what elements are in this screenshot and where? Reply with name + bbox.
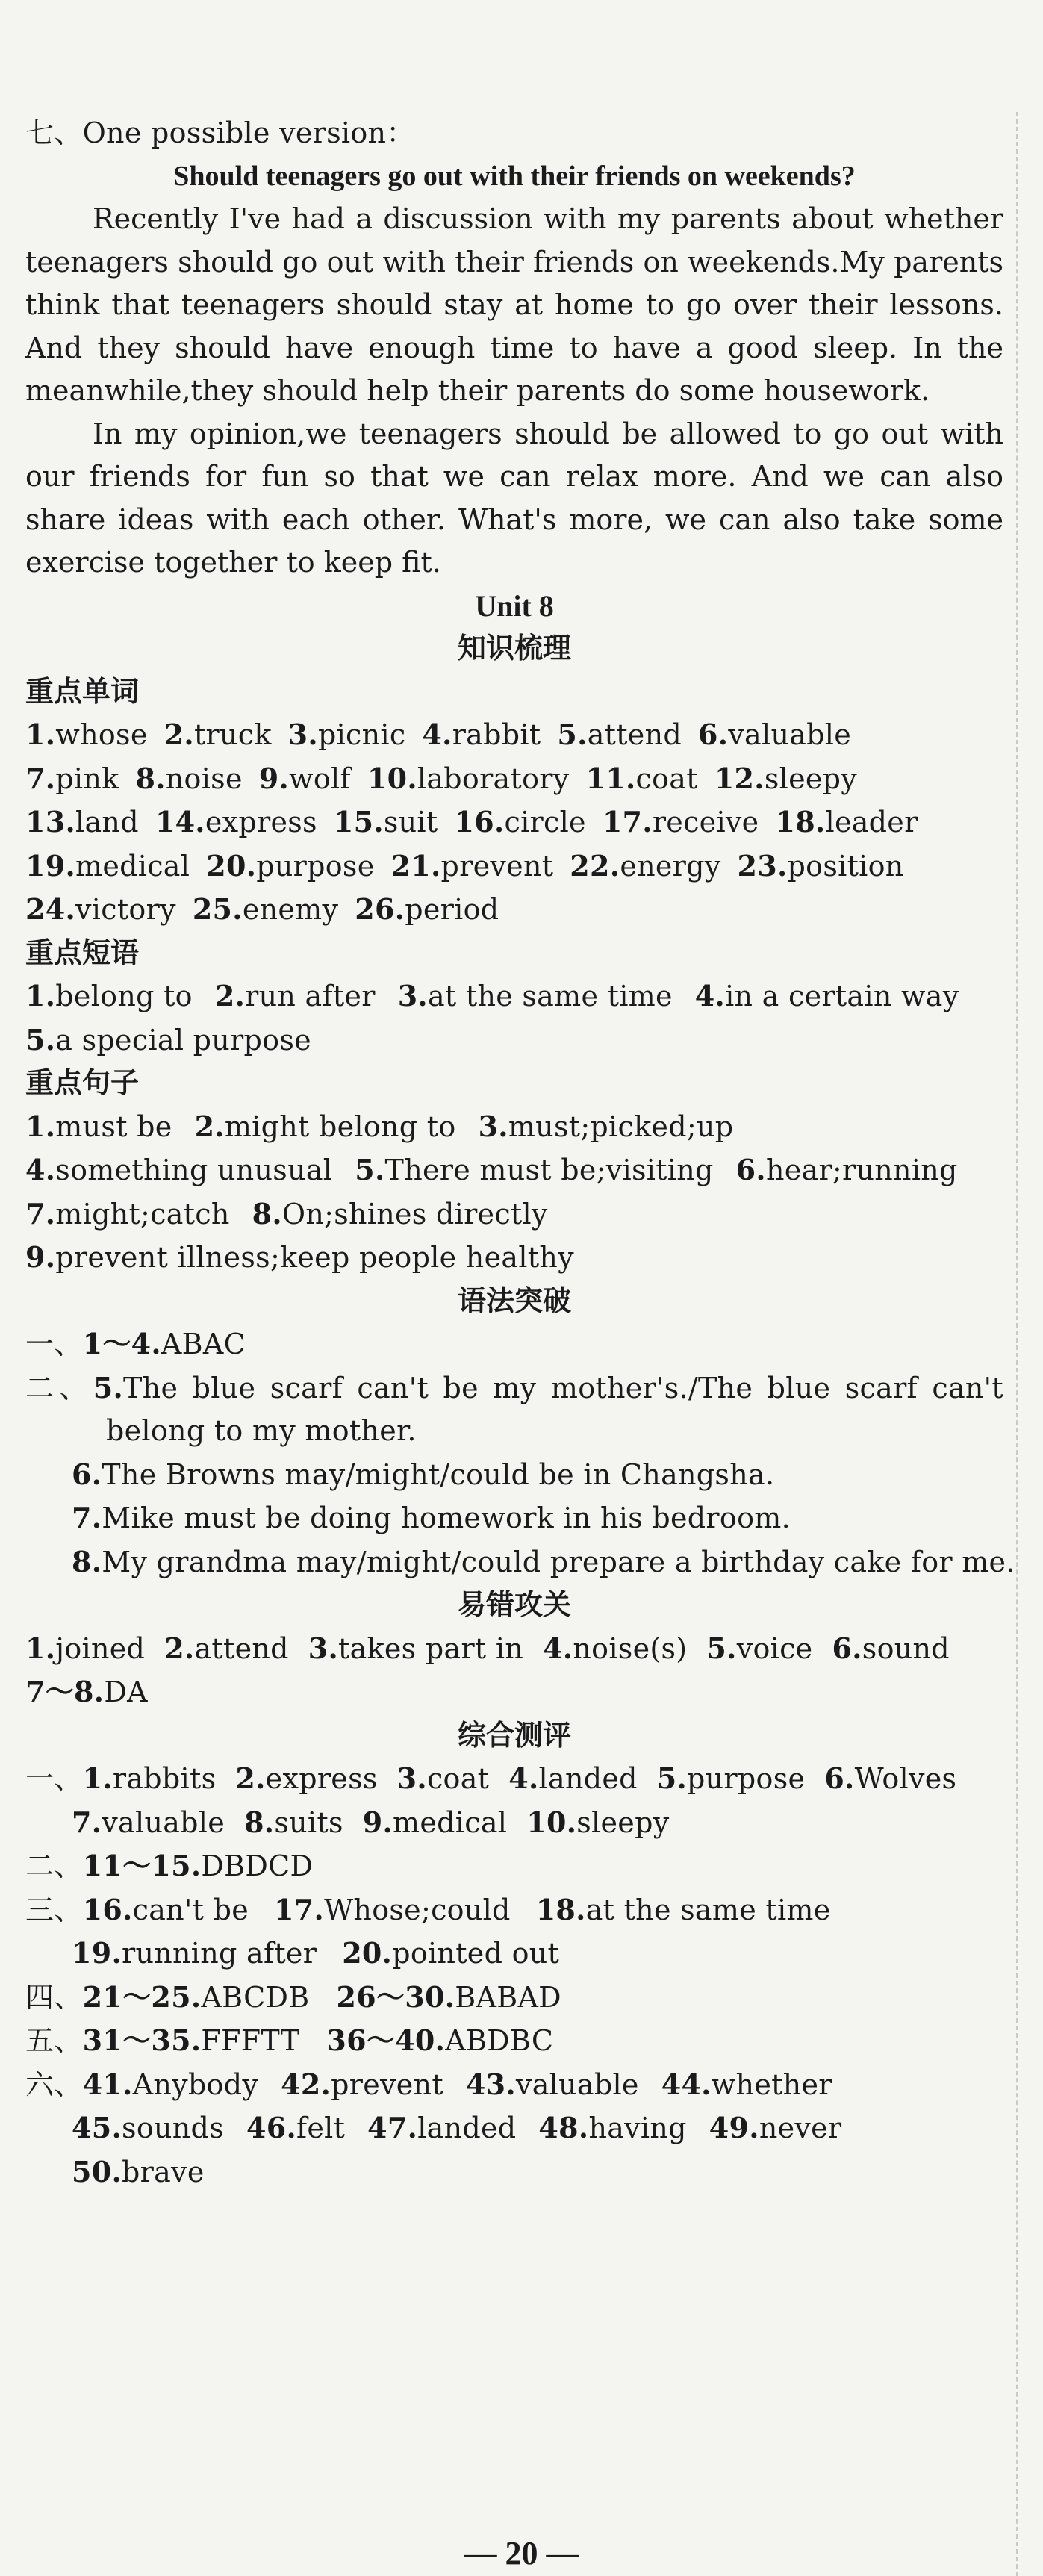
sentence-item [355,1154,713,1186]
sentence-row [25,1105,1003,1149]
word-item [391,850,554,883]
word-item-text: pink [55,762,119,795]
word-item-number: 23. [737,848,788,883]
word-item-number: 7. [25,761,56,795]
error-item-text: takes part in [338,1631,524,1665]
word-item-number: 21. [390,848,441,883]
sentence-row [25,1148,1003,1192]
sentence-item-number: 7. [25,1196,56,1231]
test-4-number-b: 26～30. [336,1979,455,2014]
error-item [25,1632,145,1665]
word-item-number: 17. [602,805,653,839]
test-1-item [244,1806,343,1839]
word-item-text: receive [652,806,759,839]
word-item [775,806,918,839]
phrase-item-text: at the same time [427,980,673,1012]
unit-title: Unit 8 [475,588,554,623]
sentence-item-number: 1. [25,1109,56,1143]
sentence-item-number: 9. [25,1240,56,1274]
test-6-item-text: Anybody [132,2068,259,2101]
word-row [25,713,1003,757]
word-item-text: laboratory [417,762,570,795]
test-3-item [72,1937,317,1970]
word-item-number: 6. [697,718,729,751]
error-item-number: 2. [164,1631,195,1665]
test-3-item-text: running after [122,1937,317,1970]
word-item-text: prevent [440,849,554,883]
test-1-item [72,1806,225,1839]
phrase-row [25,1018,1003,1063]
test-part-6 [25,2063,1003,2194]
test-6-item-number: 47. [367,2111,418,2144]
test-4-answer-b: BABAD [455,1980,561,2014]
test-4-number-a: 21～25. [82,1979,202,2014]
grammar-1-label: 一、 [25,1328,83,1360]
sentence-item [479,1110,734,1143]
errors-line-2 [25,1670,1003,1714]
test-3-item-number: 19. [72,1936,122,1970]
test-6-item-number: 46. [246,2111,296,2144]
word-item-text: purpose [256,849,375,883]
test-1-item-text: purpose [687,1762,806,1795]
word-item [714,762,857,795]
word-item [135,762,242,795]
word-item [193,893,338,926]
test-6-row [25,2063,1003,2107]
sentence-item-number: 4. [25,1153,56,1186]
phrase-item [695,980,959,1012]
test-6-item-text: sounds [122,2112,224,2144]
test-6-item-text: brave [122,2155,205,2188]
word-item [334,806,438,839]
error-item [308,1632,523,1665]
sentence-item-number: 6. [735,1153,766,1186]
phrases-list [25,974,1003,1062]
word-item-text: rabbit [452,718,541,751]
test-1-item-number: 6. [824,1761,855,1795]
test-2-number: 11～15. [82,1849,202,1882]
word-item [355,893,499,926]
word-item [25,806,139,839]
test-1-item [363,1806,507,1839]
page-number: — 20 — [464,2535,579,2572]
test-1-item [508,1762,638,1795]
sentence-item [195,1110,456,1143]
phrase-row [25,974,1003,1018]
phrase-item [215,980,376,1012]
test-6-item-number: 41. [82,2067,133,2101]
grammar-2-number: 5. [93,1370,124,1404]
phrase-item-text: run after [245,980,376,1012]
sentence-item [25,1154,332,1186]
test-1-item-text: Wolves [854,1762,957,1795]
essay-paragraph-2: In my opinion,we teenagers should be allowed to go out with our friends for fun so that we can relax more. And we can also share ideas with each other. What's more, we can also take some exercise together to keep fit. [25,417,1003,579]
test-6-item-number: 43. [465,2067,516,2101]
sentence-item-text: hear;running [765,1154,958,1186]
test-6-item [281,2068,443,2101]
test-1-item [235,1762,377,1795]
phrase-item [25,980,193,1012]
word-item-text: enemy [242,893,339,926]
word-item-text: valuable [728,718,852,751]
error-row [25,1627,1003,1671]
word-item [25,718,148,751]
test-part-5 [25,2019,1003,2063]
phrase-item-number: 4. [694,979,726,1012]
test-3-item-text: Whose;could [324,1893,511,1926]
test-1-item-number: 3. [396,1761,427,1795]
test-6-item [538,2112,686,2144]
test-1-item-text: suits [274,1805,343,1839]
test-2-label: 二、 [25,1849,83,1882]
word-item [422,718,541,751]
word-item-text: energy [620,849,721,883]
test-5-label: 五、 [25,2024,83,2057]
test-6-item [466,2068,639,2101]
phrase-item-number: 2. [214,979,246,1012]
word-item-number: 15. [333,805,384,839]
error-item-text: attend [194,1631,289,1665]
word-item-text: wolf [289,762,351,795]
grammar-2-item [25,1453,1003,1497]
test-6-item [661,2068,832,2101]
phrase-item-text: in a certain way [725,980,959,1012]
test-6-item [72,2112,224,2144]
word-item [738,850,904,883]
test-1-item-text: express [265,1762,378,1795]
test-3-item-number: 20. [342,1936,393,1970]
test-3-item-text: at the same time [585,1893,831,1926]
grammar-1-number: 1～4. [82,1327,161,1360]
grammar-2-item [25,1496,1003,1540]
grammar-2-label: 二、 [25,1371,93,1404]
test-3-item-text: pointed out [392,1937,560,1970]
sentence-item [736,1154,958,1186]
phrase-item-number: 1. [25,979,56,1012]
test-1-item-number: 5. [656,1761,688,1795]
test-heading: 综合测评 [457,1718,571,1752]
test-6-item [83,2068,259,2101]
sentence-item [25,1198,230,1231]
word-item [25,893,176,926]
grammar-heading: 语法突破 [457,1284,571,1317]
word-item-text: suit [383,806,438,839]
test-1-item [657,1762,806,1795]
test-3-item [342,1937,559,1970]
word-item-text: noise [165,762,243,795]
test-6-item-number: 45. [72,2111,122,2144]
error-item [164,1632,289,1665]
test-3-row [25,1932,1003,1976]
errors-2-answer: DA [104,1676,148,1708]
test-1-item-number: 10. [526,1805,577,1839]
test-6-item-text: never [759,2112,842,2144]
test-1-item [526,1806,669,1839]
test-6-item-text: prevent [331,2068,443,2101]
grammar-part-1 [25,1322,1003,1366]
word-item [25,762,119,795]
sentence-item [252,1198,548,1231]
grammar-2-text: The blue scarf can't be my mother's./The blue scarf can't belong to my mother. [106,1371,1003,1447]
word-item-text: whose [55,718,148,751]
essay-title: Should teenagers go out with their friends on weekends? [173,160,856,192]
test-3-item [83,1894,249,1926]
sentences-list [25,1105,1003,1280]
word-item [206,850,374,883]
word-item [603,806,759,839]
word-item-number: 19. [25,848,76,883]
grammar-1-answer: ABAC [161,1328,246,1360]
word-item-number: 16. [454,805,505,839]
test-1-item-text: landed [538,1762,638,1795]
error-item-text: joined [55,1631,146,1665]
word-item-number: 9. [258,761,290,795]
grammar-2-text: The Browns may/might/could be in Changsha. [102,1457,775,1491]
word-item [164,718,272,751]
words-list [25,713,1003,932]
word-item-number: 8. [135,761,166,795]
test-6-item-number: 42. [281,2067,331,2101]
word-item [454,806,585,839]
test-6-item-number: 50. [72,2154,122,2188]
word-item-number: 25. [192,892,243,926]
sentence-item-text: must be [55,1110,172,1143]
error-item-number: 6. [832,1631,862,1665]
sentence-row [25,1192,1003,1236]
test-2-answer: DBDCD [201,1849,314,1882]
word-item-text: victory [75,893,176,926]
word-item-text: land [75,806,139,839]
word-row [25,844,1003,889]
test-5-answer-b: ABDBC [445,2024,554,2057]
phrase-item [398,980,673,1012]
test-4-label: 四、 [25,1980,83,2014]
test-5-answer-a: FFFTT [201,2024,300,2057]
test-4-answer-a: ABCDB [201,1980,310,2014]
word-item-number: 3. [287,718,318,751]
test-6-item-number: 44. [661,2067,712,2101]
word-item-number: 1. [25,718,56,751]
error-item-number: 5. [706,1631,737,1665]
phrase-item-text: a special purpose [55,1023,311,1057]
test-1-item-text: sleepy [576,1805,670,1839]
sentence-item-text: something unusual [55,1154,333,1186]
test-3-item-number: 18. [535,1892,586,1926]
test-1-item-text: medical [393,1805,508,1839]
answer-page [25,112,1015,2194]
error-item-text: voice [736,1631,813,1665]
word-item-number: 24. [25,892,76,926]
word-item-number: 18. [775,805,826,839]
test-1-item-text: valuable [102,1805,225,1839]
errors-2-number: 7～8. [25,1675,105,1708]
sentence-item-text: might belong to [224,1110,456,1143]
word-item-number: 2. [164,718,194,751]
grammar-2-number: 7. [72,1501,102,1534]
test-6-item [367,2112,516,2144]
test-1-item [83,1762,217,1795]
test-6-item-number: 49. [709,2111,759,2144]
word-item [367,762,570,795]
error-item-number: 4. [543,1631,573,1665]
word-item [259,762,351,795]
phrase-item-number: 5. [25,1022,56,1057]
section-7-label: 七、One possible version： [25,116,415,149]
phrases-heading: 重点短语 [25,936,140,969]
word-row [25,800,1003,844]
sentence-item-text: might;catch [55,1197,230,1231]
word-item-text: truck [193,718,272,751]
sentence-item-number: 8. [252,1196,282,1231]
test-1-item-number: 7. [72,1805,102,1839]
test-1-item-number: 1. [82,1761,113,1795]
word-item [25,850,190,883]
word-item-text: picnic [317,718,406,751]
error-item [706,1632,812,1665]
grammar-2-item [25,1366,1003,1453]
test-6-item-number: 48. [538,2111,589,2144]
word-item-text: medical [75,849,190,883]
sentence-item-text: On;shines directly [281,1197,548,1231]
word-row [25,888,1003,932]
word-item-number: 13. [25,805,76,839]
error-item-text: sound [862,1631,950,1665]
word-item [570,850,720,883]
test-6-row [25,2150,1003,2194]
phrase-item [25,1024,311,1057]
word-item-text: sleepy [764,762,858,795]
essay-paragraph-1: Recently I've had a discussion with my parents about whether teenagers should go out with their friends on weekends.My parents think that teenagers should stay at home to go over their lessons. And they should have enough time to have a good sleep. In the meanwhile,they should help their parents do some housework. [25,202,1003,407]
word-item-number: 4. [422,718,452,751]
test-6-item-text: whether [711,2068,832,2101]
word-item [288,718,406,751]
sentence-row [25,1236,1003,1280]
test-1-row [25,1801,1003,1845]
sentence-item-number: 5. [355,1153,385,1186]
test-part-1 [25,1757,1003,1844]
test-1-item-text: coat [426,1762,490,1795]
test-6-item-text: landed [417,2112,517,2144]
word-item-text: express [205,806,317,839]
word-item [586,762,698,795]
grammar-part-2 [25,1366,1015,1584]
test-3-item-number: 16. [82,1892,133,1926]
word-item-text: circle [504,806,586,839]
sentence-item-text: must;picked;up [508,1110,734,1143]
test-5-number-b: 36～40. [326,2023,446,2057]
test-part-3 [25,1888,1003,1976]
next-page-edge [1016,112,1043,2576]
test-1-item-text: rabbits [112,1762,217,1795]
error-item [543,1632,687,1665]
word-item [698,718,851,751]
error-item [832,1632,949,1665]
error-item-number: 1. [25,1631,56,1665]
test-6-item-text: felt [296,2112,346,2144]
word-item-number: 14. [155,805,205,839]
test-1-item [397,1762,490,1795]
test-3-item [274,1894,511,1926]
word-item-number: 22. [570,848,620,883]
grammar-2-text: My grandma may/might/could prepare a birthday cake for me. [102,1545,1015,1578]
sentence-item-text: There must be;visiting [384,1154,714,1186]
grammar-2-item [25,1540,1015,1584]
sentence-item [25,1241,574,1274]
knowledge-heading: 知识梳理 [457,632,571,665]
error-item-text: noise(s) [573,1631,688,1665]
test-1-item-number: 9. [362,1805,393,1839]
phrase-item-number: 3. [397,979,428,1012]
test-6-item-text: having [588,2112,687,2144]
test-3-row [25,1888,1003,1932]
test-3-item [536,1894,831,1926]
test-1-item-number: 4. [508,1761,539,1795]
word-item-number: 26. [355,892,405,926]
errors-heading: 易错攻关 [457,1588,571,1621]
grammar-2-number: 8. [72,1544,102,1578]
word-item-number: 20. [206,848,257,883]
grammar-2-number: 6. [72,1457,102,1491]
word-item-number: 11. [585,761,636,795]
word-row [25,757,1003,801]
word-item-text: period [405,893,499,926]
test-3-item-number: 17. [274,1892,325,1926]
errors-list [25,1627,1003,1671]
sentence-item-number: 3. [478,1109,508,1143]
word-item-number: 5. [557,718,588,751]
sentence-item-text: prevent illness;keep people healthy [55,1241,574,1274]
test-1-item [824,1762,956,1795]
test-3-label: 三、 [25,1893,83,1926]
test-5-number-a: 31～35. [82,2023,202,2057]
test-6-item [246,2112,345,2144]
test-1-label: 一、 [25,1762,83,1795]
word-item [557,718,682,751]
word-item-text: position [787,849,904,883]
test-6-label: 六、 [25,2068,83,2101]
test-6-item-text: valuable [515,2068,639,2101]
sentences-heading: 重点句子 [25,1066,140,1099]
grammar-2-text: Mike must be doing homework in his bedroom. [102,1502,791,1534]
test-6-row [25,2106,1003,2150]
sentence-item-number: 2. [194,1109,225,1143]
word-item-text: leader [825,806,918,839]
test-1-item-number: 8. [244,1805,275,1839]
word-item-text: coat [635,762,698,795]
word-item-text: attend [587,718,682,751]
test-6-item [709,2112,842,2144]
word-item-number: 10. [367,761,417,795]
word-item [155,806,317,839]
words-heading: 重点单词 [25,674,140,708]
phrase-item-text: belong to [55,980,193,1012]
sentence-item [25,1110,172,1143]
test-part-4 [25,1976,1003,2020]
error-item-number: 3. [308,1631,339,1665]
test-part-2 [25,1844,1003,1888]
test-1-item-number: 2. [235,1761,266,1795]
test-3-item-text: can't be [132,1893,249,1926]
word-item-number: 12. [714,761,765,795]
test-6-item [72,2156,205,2188]
test-1-row [25,1757,1003,1801]
